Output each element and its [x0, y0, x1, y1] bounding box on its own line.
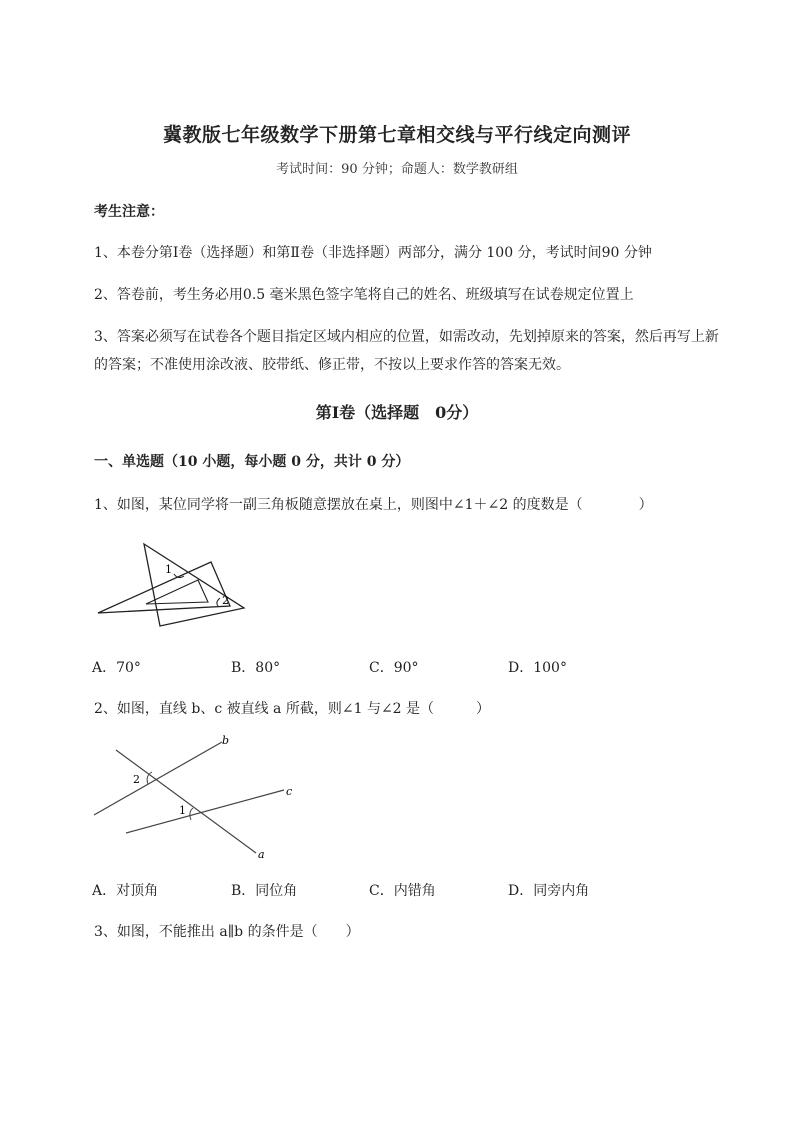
question-1-option-b[interactable]: B．80°	[231, 660, 281, 676]
angle-label-1: 1	[165, 563, 172, 576]
question-2-option-b[interactable]: B．同位角	[231, 883, 298, 899]
notice-item-1: 1、本卷分第Ⅰ卷（选择题）和第Ⅱ卷（非选择题）两部分，满分 100 分，考试时间90 分钟	[94, 245, 652, 261]
label-c: c	[286, 785, 293, 798]
angle-label-2: 2	[133, 773, 140, 786]
label-a: a	[258, 848, 265, 861]
angle-label-2: 2	[222, 594, 229, 607]
question-2-figure	[90, 732, 300, 864]
question-3-stem: 3、如图，不能推出 a∥b 的条件是（ ）	[94, 924, 360, 940]
set-square-long	[98, 562, 230, 613]
angle-label-1: 1	[179, 804, 186, 817]
line-c	[126, 790, 284, 833]
question-2-option-a[interactable]: A．对顶角	[92, 883, 159, 899]
part-heading: 一、单选题（10 小题，每小题 0 分，共计 0 分）	[94, 454, 410, 470]
question-2-option-d[interactable]: D．同旁内角	[508, 883, 590, 899]
angle-1-arc	[190, 808, 193, 820]
question-1-stem: 1、如图，某位同学将一副三角板随意摆放在桌上，则图中∠1＋∠2 的度数是（ ）	[94, 497, 653, 513]
label-b: b	[222, 734, 230, 747]
notice-item-3-cont: 的答案；不准使用涂改液、胶带纸、修正带，不按以上要求作答的答案无效。	[94, 357, 570, 373]
question-1-option-a[interactable]: A．70°	[92, 660, 141, 676]
question-2-option-c[interactable]: C．内错角	[369, 883, 436, 899]
question-2-stem: 2、如图，直线 b、c 被直线 a 所截，则∠1 与∠2 是（ ）	[94, 701, 491, 717]
question-1-option-d[interactable]: D．100°	[508, 660, 567, 676]
notice-item-3: 3、答案必须写在试卷各个题目指定区域内相应的位置，如需改动，先划掉原来的答案，然后再写上新	[94, 329, 719, 345]
angle-2-arc	[217, 598, 220, 606]
line-b	[94, 742, 222, 815]
exam-title: 冀教版七年级数学下册第七章相交线与平行线定向测评	[162, 124, 631, 146]
notice-heading: 考生注意：	[94, 204, 164, 220]
section-title: 第Ⅰ卷（选择题 0分）	[315, 403, 479, 422]
line-a	[116, 750, 256, 853]
exam-subtitle: 考试时间：90 分钟；命题人：数学教研组	[276, 162, 518, 177]
notice-item-2: 2、答卷前，考生务必用0.5 毫米黑色签字笔将自己的姓名、班级填写在试卷规定位置上	[94, 287, 634, 303]
question-1-figure	[94, 540, 254, 632]
question-1-option-c[interactable]: C．90°	[369, 660, 419, 676]
